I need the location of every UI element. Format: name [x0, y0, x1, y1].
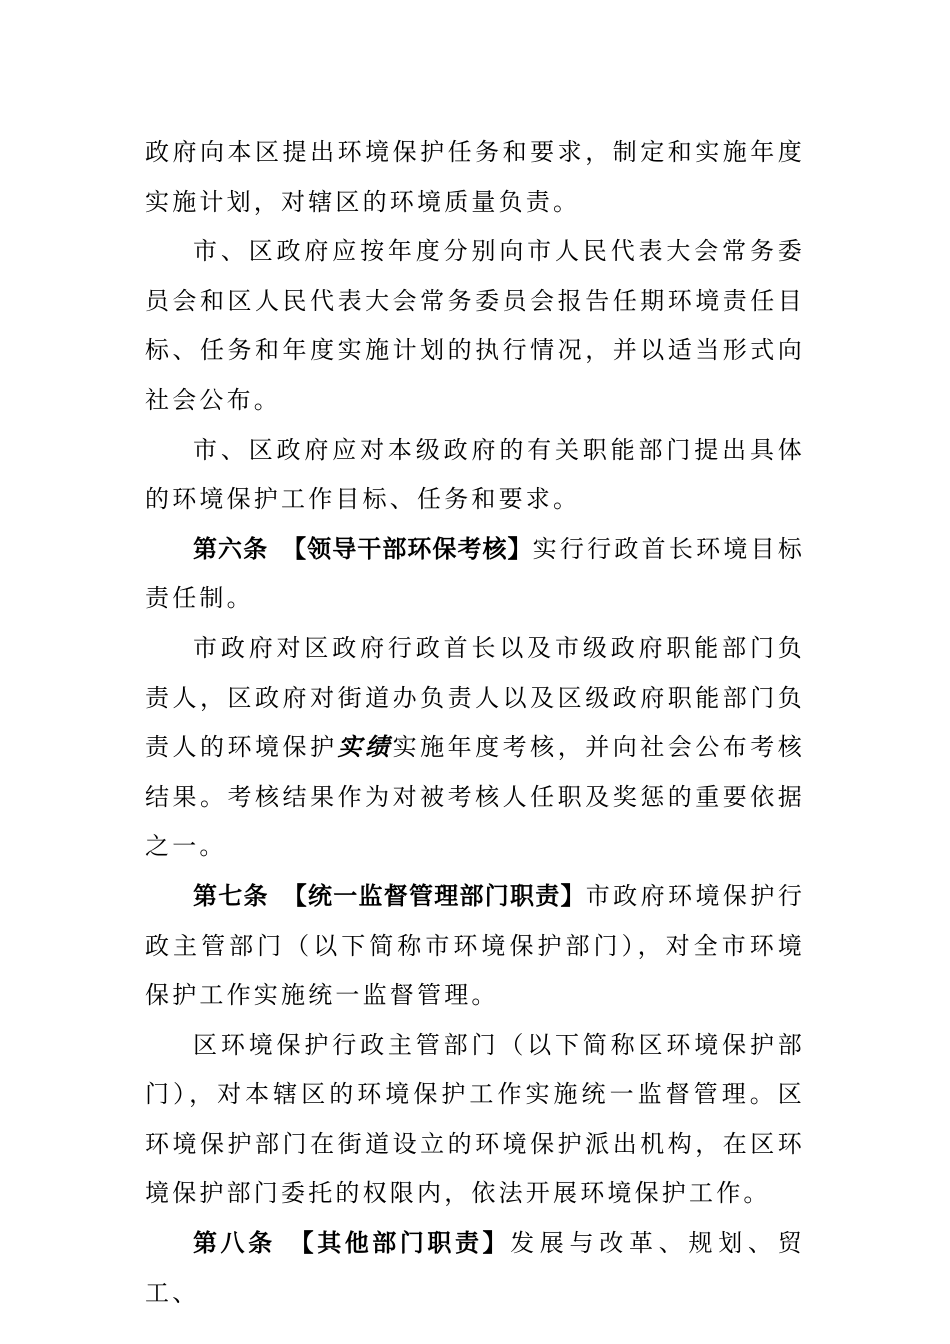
article-title: 【其他部门职责】	[289, 1229, 511, 1258]
article-8	[145, 1219, 805, 1318]
paragraph-report	[145, 227, 805, 425]
paragraph-continuation	[145, 128, 805, 227]
article-number: 第八条	[193, 1229, 276, 1258]
article-number: 第六条	[193, 534, 269, 563]
paragraph-text-after: 实施年度考核，并向社会公布考核结果。考核结果作为对被考核人任职及奖惩的重要依据之一。	[145, 733, 805, 861]
paragraph-text: 市、区政府应按年度分别向市人民代表大会常务委员会和区人民代表大会常务委员会报告任期环境责任目标、任务和年度实施计划的执行情况，并以适当形式向社会公布。	[145, 237, 805, 414]
paragraph-district-department	[145, 1021, 805, 1219]
article-title: 【领导干部环保考核】	[282, 534, 533, 563]
paragraph-assessment	[145, 624, 805, 872]
paragraph-text: 政府向本区提出环境保护任务和要求，制定和实施年度实施计划，对辖区的环境质量负责。	[145, 138, 805, 216]
paragraph-text-before: 市政府对区政府行政首长以及市级政府职能部门负责人，区政府对街道办负责人以及区级政府职能部门负责人的环境保护	[145, 633, 805, 762]
article-7	[145, 872, 805, 1021]
article-text: 发展与改革、规划、贸工、	[145, 1229, 806, 1307]
emphasized-text: 实绩	[337, 733, 393, 762]
document-page	[145, 128, 805, 1318]
paragraph-text: 区环境保护行政主管部门（以下简称区环境保护部门），对本辖区的环境保护工作实施统一监督管理。区环境保护部门在街道设立的环境保护派出机构，在区环境保护部门委托的权限内，依法开展环境保护工作。	[145, 1030, 805, 1208]
article-6	[145, 525, 805, 624]
article-text: 市政府环境保护行政主管部门（以下简称市环境保护部门），对全市环境保护工作实施统一监督管理。	[145, 881, 806, 1010]
paragraph-department-goals	[145, 426, 805, 525]
article-number: 第七条	[193, 881, 269, 910]
article-title: 【统一监督管理部门职责】	[282, 881, 586, 910]
article-text: 实行行政首长环境目标责任制。	[145, 534, 806, 613]
paragraph-text: 市、区政府应对本级政府的有关职能部门提出具体的环境保护工作目标、任务和要求。	[145, 435, 805, 514]
